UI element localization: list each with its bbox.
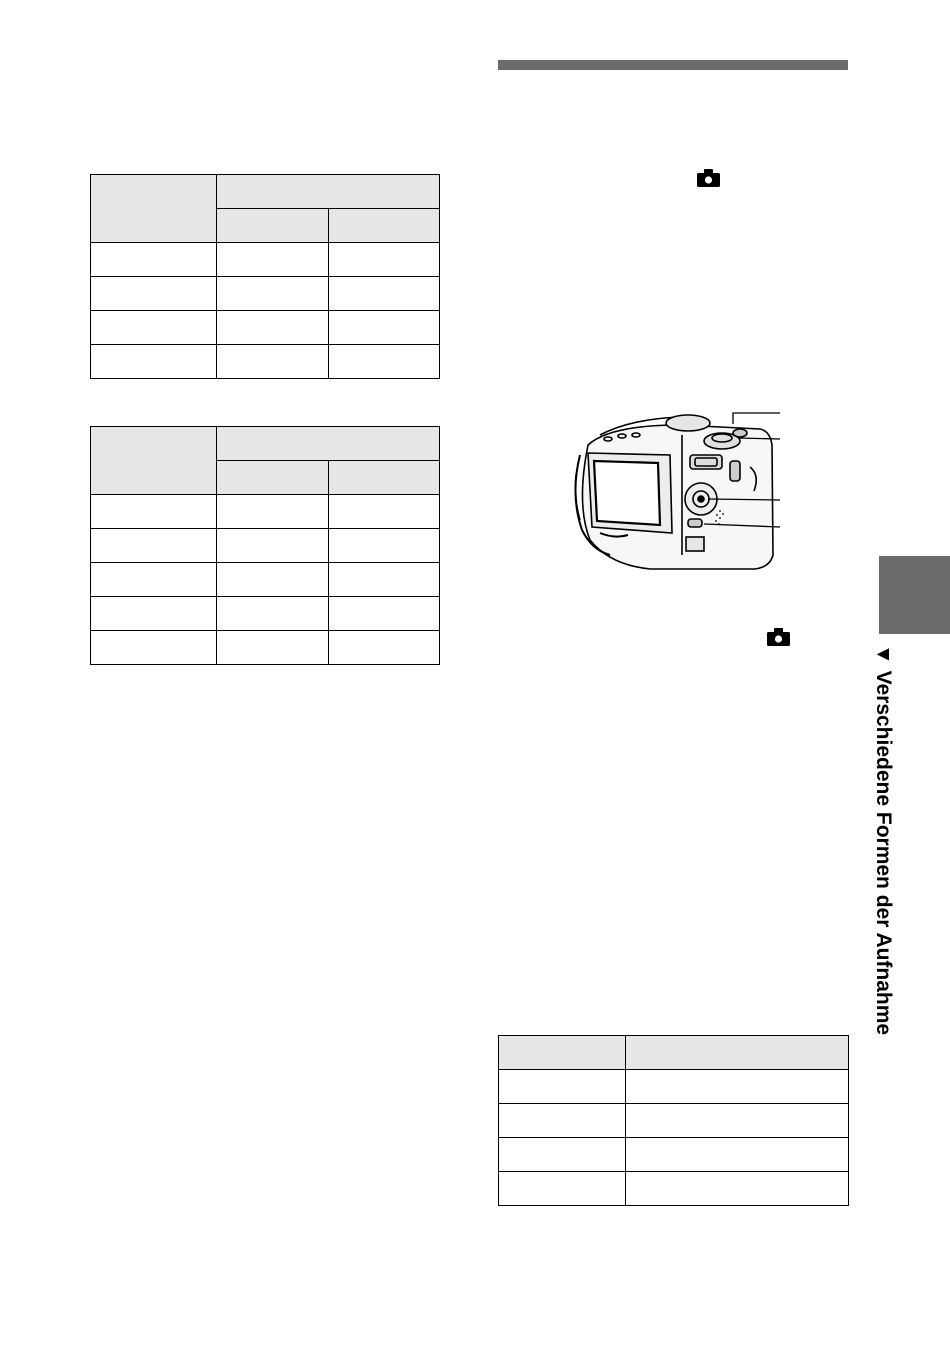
table-row: [91, 563, 440, 597]
table-cell: [217, 277, 329, 311]
table-cell: [626, 1172, 849, 1206]
table-subheader-cell: [217, 209, 329, 243]
table-row: [91, 631, 440, 665]
table-cell: [626, 1138, 849, 1172]
table-cell: [329, 243, 440, 277]
table-row: [499, 1138, 849, 1172]
table-cell: [91, 563, 217, 597]
table-cell: [329, 529, 440, 563]
table-row: [499, 1172, 849, 1206]
table-cell: [91, 243, 217, 277]
table-2: [90, 426, 440, 665]
table-cell: [626, 1070, 849, 1104]
camera-icon: [697, 169, 720, 187]
table-cell: [91, 311, 217, 345]
table-cell: [329, 495, 440, 529]
table-row: [499, 1104, 849, 1138]
table-3: [498, 1035, 849, 1206]
table-cell: [91, 631, 217, 665]
table-cell: [329, 631, 440, 665]
section-heading-rule: [498, 60, 848, 70]
table-cell: [91, 495, 217, 529]
table-cell: [217, 529, 329, 563]
table-subheader-cell: [329, 209, 440, 243]
table-row: [91, 277, 440, 311]
table-cell: [91, 529, 217, 563]
table-header-cell: [626, 1036, 849, 1070]
table-header-group-cell: [217, 175, 440, 209]
table-cell: [91, 597, 217, 631]
table-cell: [217, 243, 329, 277]
table-cell: [626, 1104, 849, 1138]
table-cell: [217, 597, 329, 631]
section-side-label-text: ▼ Verschiedene Formen der Aufnahme: [872, 644, 895, 1036]
section-tab-marker: [879, 556, 950, 634]
section-side-label: [868, 644, 898, 1084]
table-cell: [499, 1104, 626, 1138]
camera-icon: [767, 628, 790, 646]
table-cell: [329, 277, 440, 311]
digital-camera-illustration: [570, 405, 786, 573]
table-row: [91, 495, 440, 529]
table-header-group-cell: [217, 427, 440, 461]
table-row: [91, 311, 440, 345]
table-row: [91, 345, 440, 379]
table-cell: [329, 563, 440, 597]
table-cell: [217, 345, 329, 379]
table-cell: [217, 311, 329, 345]
table-cell: [499, 1138, 626, 1172]
table-cell: [329, 345, 440, 379]
table-header-cell: [91, 175, 217, 243]
table-cell: [499, 1070, 626, 1104]
table-cell: [91, 345, 217, 379]
table-cell: [217, 631, 329, 665]
table-row: [91, 597, 440, 631]
table-row: [91, 243, 440, 277]
table-header-cell: [499, 1036, 626, 1070]
table-cell: [499, 1172, 626, 1206]
table-subheader-cell: [217, 461, 329, 495]
table-subheader-cell: [329, 461, 440, 495]
table-row: [499, 1070, 849, 1104]
table-header-cell: [91, 427, 217, 495]
table-cell: [217, 495, 329, 529]
table-1: [90, 174, 440, 379]
table-row: [91, 529, 440, 563]
table-cell: [91, 277, 217, 311]
table-cell: [329, 597, 440, 631]
table-cell: [329, 311, 440, 345]
table-cell: [217, 563, 329, 597]
